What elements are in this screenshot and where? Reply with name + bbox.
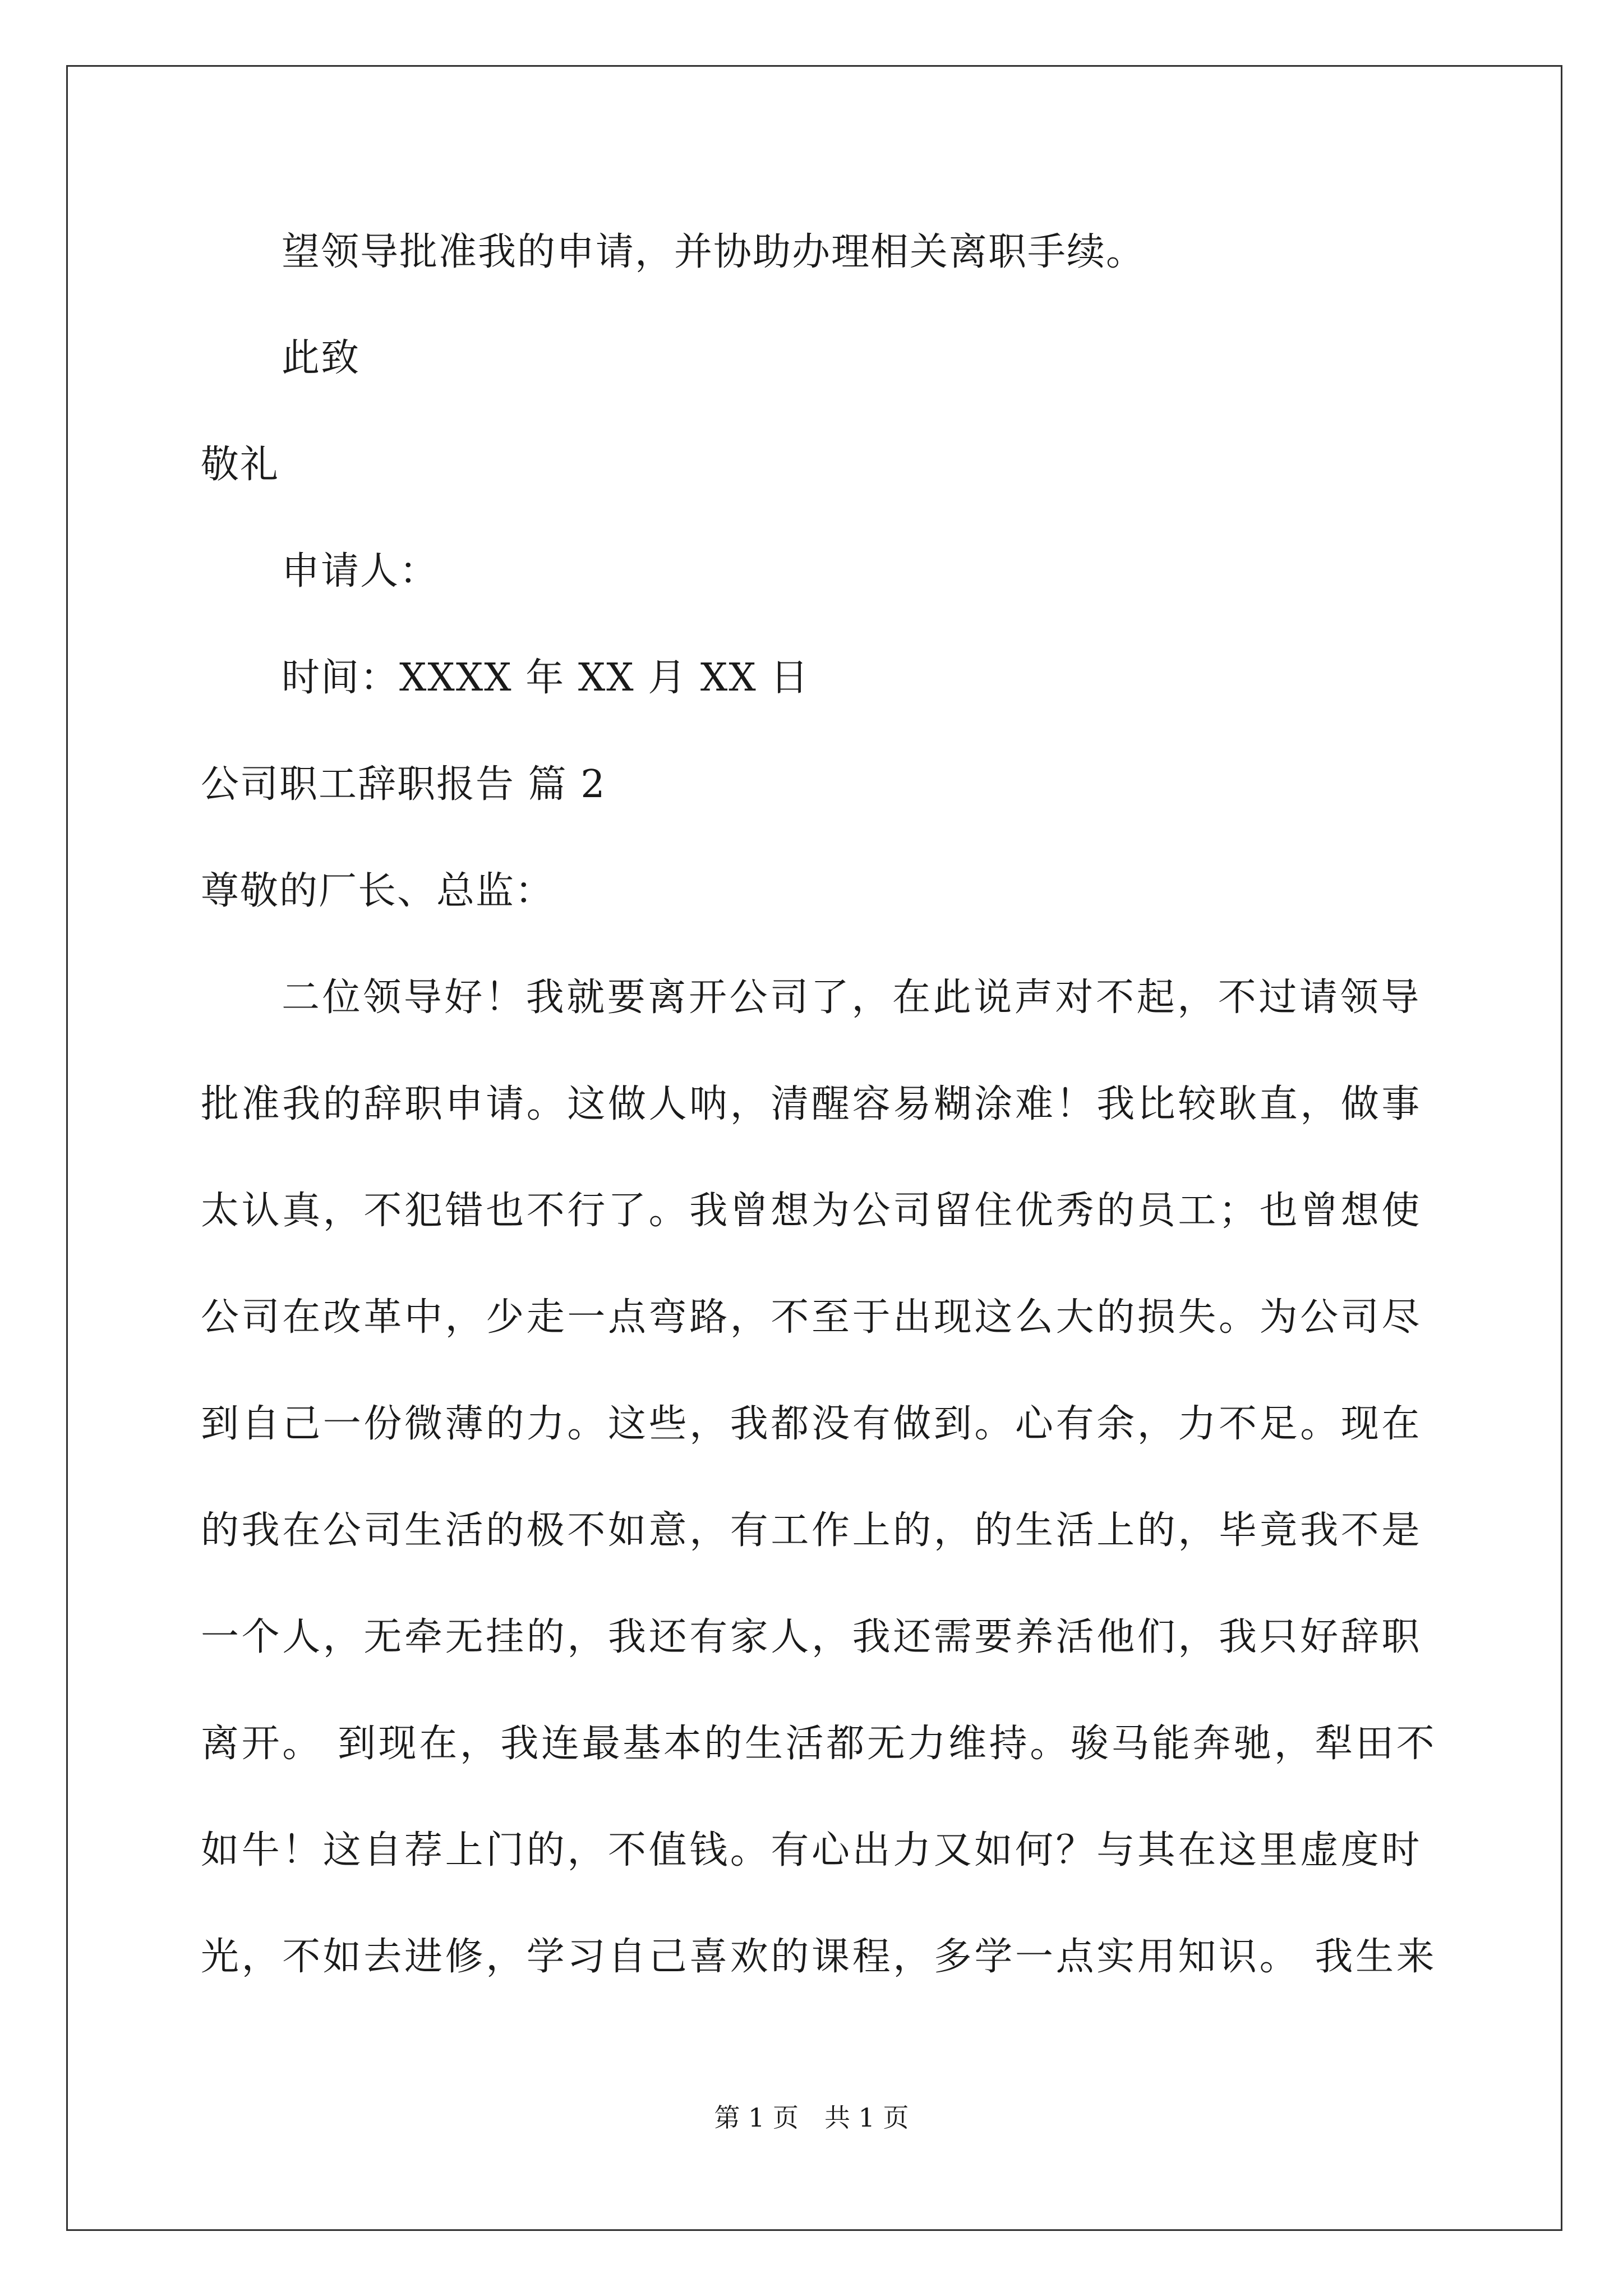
paragraph-line-8: 离开。 到现在，我连最基本的生活都无力维持。骏马能奔驰，犁田不 xyxy=(201,1722,1437,1766)
page-number-footer: 第 1 页 共 1 页 xyxy=(714,2102,909,2133)
page-border xyxy=(66,65,1562,2231)
paragraph-line-4: 公司在改革中，少走一点弯路，不至于出现这么大的损失。为公司尽 xyxy=(201,1295,1423,1340)
paragraph-line-1: 二位领导好！我就要离开公司了，在此说声对不起，不过请领导 xyxy=(282,976,1422,1020)
salutation-cizhi: 此致 xyxy=(282,336,361,380)
closing-request-line: 望领导批准我的申请，并协助办理相关离职手续。 xyxy=(282,230,1146,274)
section-title: 公司职工辞职报告 篇 2 xyxy=(201,762,606,807)
paragraph-line-9: 如牛！这自荐上门的，不值钱。有心出力又如何？与其在这里虚度时 xyxy=(201,1828,1423,1872)
paragraph-line-2: 批准我的辞职申请。这做人呐，清醒容易糊涂难！我比较耿直，做事 xyxy=(201,1082,1423,1126)
paragraph-line-5: 到自己一份微薄的力。这些，我都没有做到。心有余，力不足。现在 xyxy=(201,1402,1423,1446)
applicant-label: 申请人： xyxy=(282,549,439,593)
paragraph-line-10: 光，不如去进修，学习自己喜欢的课程，多学一点实用知识。 我生来 xyxy=(201,1935,1437,1979)
date-line: 时间：XXXX 年 XX 月 XX 日 xyxy=(282,656,810,700)
paragraph-line-3: 太认真，不犯错也不行了。我曾想为公司留住优秀的员工；也曾想使 xyxy=(201,1189,1423,1233)
paragraph-line-6: 的我在公司生活的极不如意，有工作上的，的生活上的，毕竟我不是 xyxy=(201,1508,1423,1553)
salutation-jingli: 敬礼 xyxy=(201,443,280,487)
paragraph-line-7: 一个人，无牵无挂的，我还有家人，我还需要养活他们，我只好辞职 xyxy=(201,1615,1423,1659)
addressee-line: 尊敬的厂长、总监： xyxy=(201,869,555,913)
